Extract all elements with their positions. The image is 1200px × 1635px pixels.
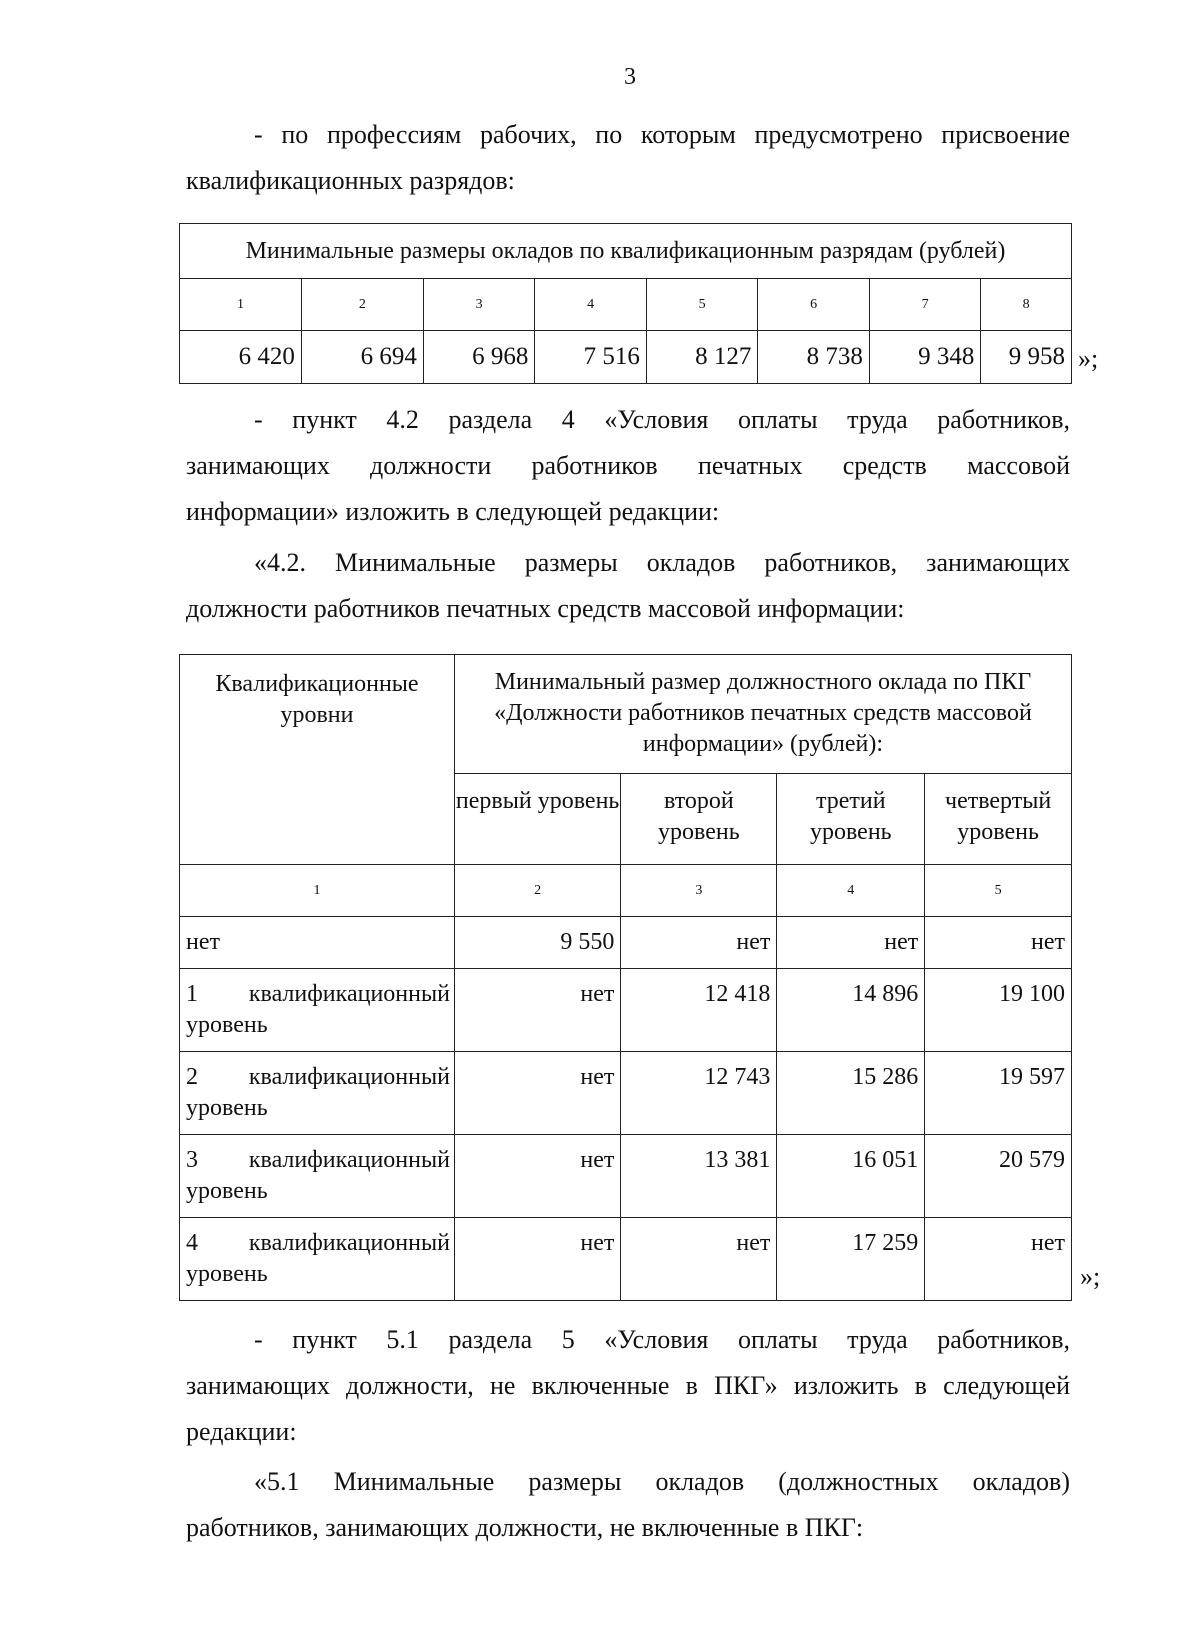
grade-number: 2 xyxy=(301,279,423,331)
grade-salary: 6 420 xyxy=(180,331,302,384)
para-line: должности работников печатных средств массовой информации: xyxy=(186,594,905,623)
para-new-4-2 xyxy=(186,540,1070,586)
salary-value: нет xyxy=(925,1218,1072,1301)
para-clause-5-1-cont xyxy=(186,1363,1070,1409)
grade-number: 5 xyxy=(646,279,758,331)
salary-value: нет xyxy=(454,1135,620,1218)
salary-value: 12 743 xyxy=(621,1052,777,1135)
grade-salary: 6 694 xyxy=(301,331,423,384)
salary-value: 13 381 xyxy=(621,1135,777,1218)
para-new-5-1-cont xyxy=(186,1505,1070,1551)
grade-number: 6 xyxy=(758,279,870,331)
row-label-line2: уровень xyxy=(186,1095,268,1121)
salary-value: 19 597 xyxy=(925,1052,1072,1135)
para-workers-intro-cont xyxy=(186,158,1070,204)
level-header: первый уровень xyxy=(454,774,620,865)
table-row xyxy=(180,1218,1072,1301)
grade-salary: 8 127 xyxy=(646,331,758,384)
para-clause-5-1-end xyxy=(186,1409,1070,1455)
salary-value: 14 896 xyxy=(777,969,925,1052)
grade-salary: 6 968 xyxy=(423,331,535,384)
para-line: - по профессиям рабочих, по которым предусмотрено присвоение xyxy=(254,120,1070,149)
closing-quote: »; xyxy=(1078,344,1099,373)
row-label xyxy=(180,1218,455,1301)
salary-value: нет xyxy=(777,917,925,969)
grade-number: 1 xyxy=(180,279,302,331)
row-label-word: нет xyxy=(186,929,220,955)
grade-salary: 8 738 xyxy=(758,331,870,384)
para-workers-intro xyxy=(186,112,1070,158)
col-qualification-header: Квалификационные уровни xyxy=(180,655,455,865)
para-new-4-2-cont xyxy=(186,586,1070,632)
salary-value: нет xyxy=(925,917,1072,969)
row-label-line2: уровень xyxy=(186,1178,268,1204)
row-label xyxy=(180,1052,455,1135)
salary-value: нет xyxy=(621,917,777,969)
salary-value: 16 051 xyxy=(777,1135,925,1218)
salary-value: 12 418 xyxy=(621,969,777,1052)
grade-number: 4 xyxy=(535,279,647,331)
salary-value: 15 286 xyxy=(777,1052,925,1135)
media-salary-table xyxy=(179,654,1072,1301)
row-label-num: 3 xyxy=(186,1147,198,1173)
row-label-word: квалификационный xyxy=(248,1064,450,1090)
salary-value: нет xyxy=(621,1218,777,1301)
grades-table-title: Минимальные размеры окладов по квалификационным разрядам (рублей) xyxy=(180,224,1072,279)
grade-number: 3 xyxy=(423,279,535,331)
grade-number: 7 xyxy=(869,279,981,331)
level-header: второй уровень xyxy=(621,774,777,865)
grade-salary: 9 958 xyxy=(981,331,1072,384)
salary-value: нет xyxy=(454,969,620,1052)
grades-salary-table xyxy=(179,223,1072,384)
column-index: 1 xyxy=(180,865,455,917)
salary-value: нет xyxy=(454,1052,620,1135)
para-clause-4-2-cont xyxy=(186,443,1070,489)
column-index: 3 xyxy=(621,865,777,917)
para-new-5-1 xyxy=(186,1459,1070,1505)
para-clause-4-2-end xyxy=(186,489,1070,535)
para-line: занимающих должности, не включенные в ПКГ» изложить в следующей xyxy=(186,1371,1070,1400)
grade-number: 8 xyxy=(981,279,1072,331)
salary-value: 17 259 xyxy=(777,1218,925,1301)
row-label-line2: уровень xyxy=(186,1261,268,1287)
para-line: занимающих должности работников печатных средств массовой xyxy=(186,451,1070,480)
salary-value: 20 579 xyxy=(925,1135,1072,1218)
salary-value: 9 550 xyxy=(454,917,620,969)
closing-quote: »; xyxy=(1080,1262,1101,1291)
para-line: - пункт 5.1 раздела 5 «Условия оплаты труда работников, xyxy=(254,1325,1070,1354)
main-salary-header: Минимальный размер должностного оклада по ПКГ «Должности работников печатных средств массовой информации» (рублей): xyxy=(454,655,1071,774)
page-number: 3 xyxy=(624,64,636,90)
column-index: 5 xyxy=(925,865,1072,917)
para-clause-4-2 xyxy=(186,397,1070,443)
table-row xyxy=(180,1052,1072,1135)
grade-salary: 9 348 xyxy=(869,331,981,384)
row-label-num: 1 xyxy=(186,981,198,1007)
row-label-word: квалификационный xyxy=(248,1147,450,1173)
para-line: редакции: xyxy=(186,1417,297,1446)
table-row xyxy=(180,969,1072,1052)
para-clause-5-1 xyxy=(186,1317,1070,1363)
para-line: квалификационных разрядов: xyxy=(186,166,515,195)
para-line: информации» изложить в следующей редакции: xyxy=(186,497,720,526)
level-header: третий уровень xyxy=(777,774,925,865)
grade-salary: 7 516 xyxy=(535,331,647,384)
table-row xyxy=(180,1135,1072,1218)
table-row xyxy=(180,917,1072,969)
para-line: «4.2. Минимальные размеры окладов работников, занимающих xyxy=(254,548,1070,577)
row-label xyxy=(180,1135,455,1218)
row-label-word: квалификационный xyxy=(248,1230,450,1256)
row-label-num: 4 xyxy=(186,1230,198,1256)
para-line: «5.1 Минимальные размеры окладов (должностных окладов) xyxy=(254,1467,1070,1496)
column-index: 4 xyxy=(777,865,925,917)
row-label-line2: уровень xyxy=(186,1012,268,1038)
level-header: четвертый уровень xyxy=(925,774,1072,865)
para-line: работников, занимающих должности, не включенные в ПКГ: xyxy=(186,1513,864,1542)
column-index: 2 xyxy=(454,865,620,917)
row-label xyxy=(180,917,455,969)
row-label-num: 2 xyxy=(186,1064,198,1090)
para-line: - пункт 4.2 раздела 4 «Условия оплаты труда работников, xyxy=(254,405,1070,434)
row-label xyxy=(180,969,455,1052)
salary-value: нет xyxy=(454,1218,620,1301)
row-label-word: квалификационный xyxy=(248,981,450,1007)
salary-value: 19 100 xyxy=(925,969,1072,1052)
